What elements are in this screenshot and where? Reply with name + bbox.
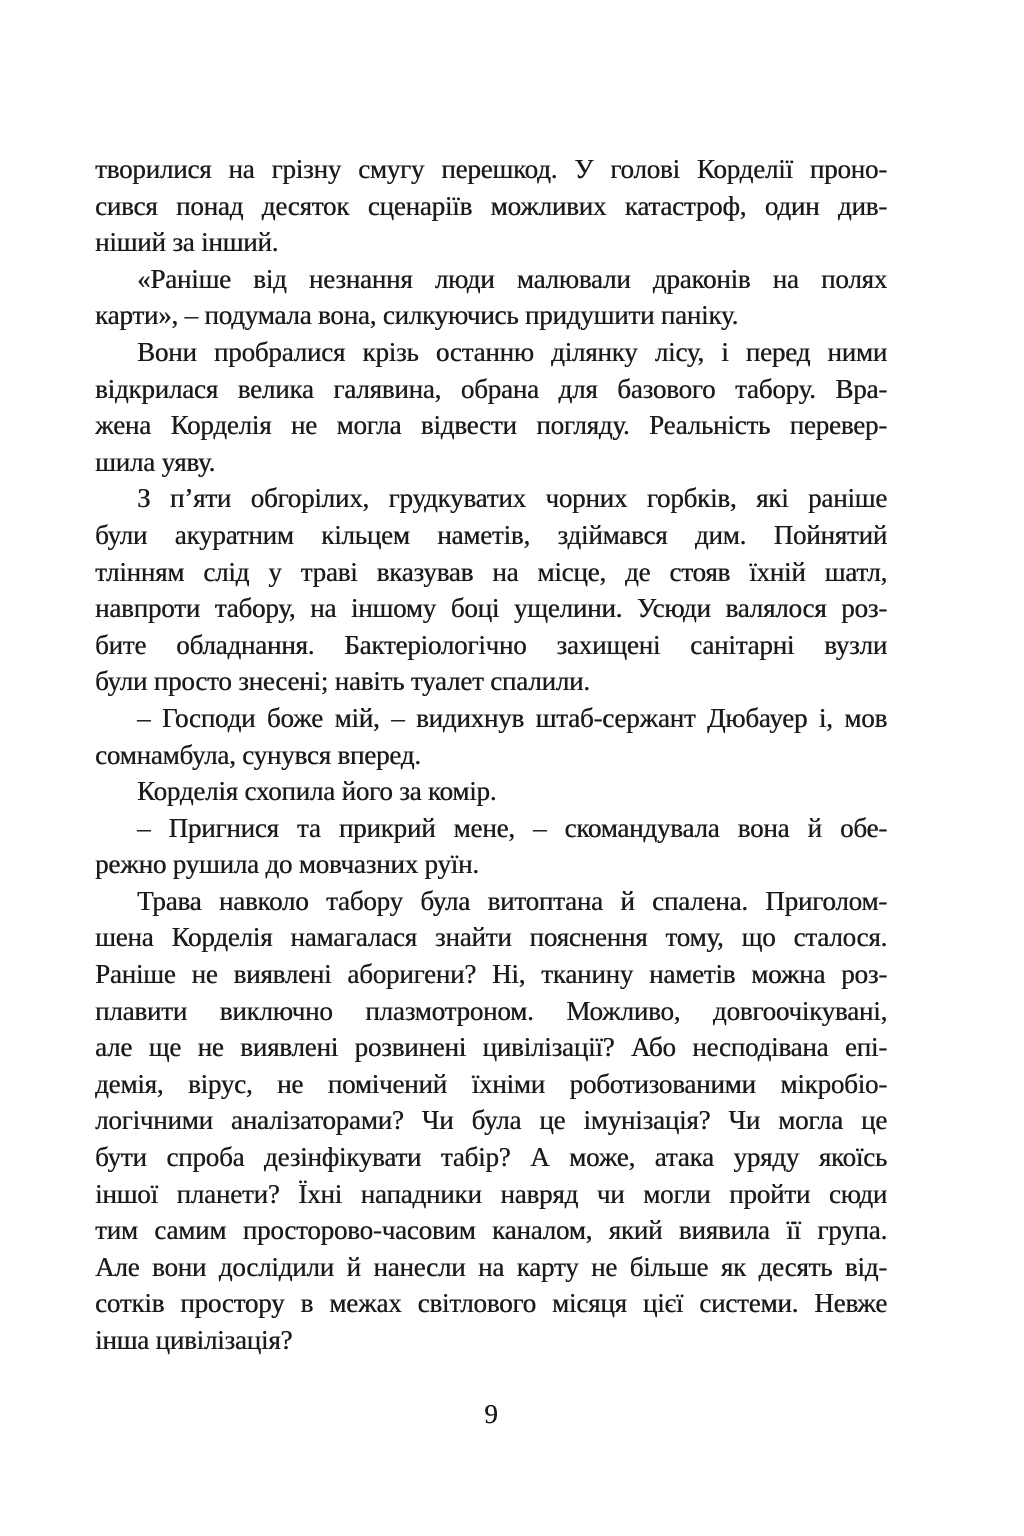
- text-line: логічними аналізаторами? Чи була це імунізація? Чи могла це: [95, 1105, 887, 1136]
- paragraph: [95, 773, 887, 810]
- text-line: З п’яти обгорілих, грудкуватих чорних горбків, які раніше: [137, 483, 887, 514]
- text-line: але ще не виявлені розвинені цивілізації? Або несподівана епі-: [95, 1032, 887, 1063]
- text-line: тим самим просторово-часовим каналом, який виявила її група.: [95, 1215, 887, 1246]
- paragraph: [95, 700, 887, 773]
- paragraph: [95, 810, 887, 883]
- text-line: тлінням слід у траві вказував на місце, де стояв їхній шатл,: [95, 556, 887, 587]
- paragraph: [95, 261, 887, 334]
- text-line: Раніше не виявлені аборигени? Ні, тканину наметів можна роз-: [95, 959, 887, 990]
- text-line: сотків простору в межах світлового місяця цієї системи. Невже: [95, 1288, 887, 1319]
- text-line: – Господи боже мій, – видихнув штаб-сержант Дюбауер і, мов: [137, 702, 887, 733]
- paragraph: [95, 334, 887, 480]
- text-line: режно рушила до мовчазних руїн.: [95, 849, 479, 880]
- text-line: навпроти табору, на іншому боці ущелини. Усюди валялося роз-: [95, 593, 887, 624]
- text-line: іншої планети? Їхні нападники навряд чи могли пройти сюди: [95, 1178, 887, 1209]
- text-line: творилися на грізну смугу перешкод. У голові Корделії проно-: [95, 154, 887, 184]
- text-line: карти», – подумала вона, силкуючись придушити паніку.: [95, 300, 739, 331]
- page-number: 9: [484, 1399, 498, 1429]
- text-line: шена Корделія намагалася знайти пояснення тому, що сталося.: [95, 922, 887, 953]
- paragraph: [95, 883, 887, 1359]
- text-line: Трава навколо табору була витоптана й спалена. Приголом-: [137, 885, 887, 916]
- text-line: сився понад десяток сценаріїв можливих катастроф, один див-: [95, 190, 887, 221]
- text-line: – Пригнися та прикрий мене, – скомандувала вона й обе-: [137, 812, 887, 843]
- text-line: «Раніше від незнання люди малювали драконів на полях: [137, 263, 887, 294]
- paragraph: [95, 480, 887, 700]
- text-line: були акуратним кільцем наметів, здіймався дим. Пойнятий: [95, 519, 887, 550]
- paragraph: [95, 151, 887, 261]
- text-line: жена Корделія не могла відвести погляду. Реальність перевер-: [95, 410, 887, 441]
- text-line: інша цивілізація?: [95, 1325, 293, 1355]
- text-line: бути спроба дезінфікувати табір? А може, атака уряду якоїсь: [95, 1142, 887, 1173]
- text-line: відкрилася велика галявина, обрана для базового табору. Вра-: [95, 373, 887, 404]
- text-line: сомнамбула, сунувся вперед.: [95, 739, 421, 770]
- text-line: Вони пробралися крізь останню ділянку лісу, і перед ними: [137, 336, 887, 367]
- text-block: [95, 151, 887, 1359]
- text-line: бите обладнання. Бактеріологічно захищені санітарні вузли: [95, 629, 887, 660]
- text-line: шила уяву.: [95, 446, 216, 477]
- text-line: Але вони дослідили й нанесли на карту не більше як десять від-: [95, 1251, 887, 1282]
- text-line: демія, вірус, не помічений їхніми роботизованими мікробіо-: [95, 1068, 887, 1099]
- text-line: плавити виключно плазмотроном. Можливо, довгоочікувані,: [95, 995, 887, 1026]
- text-line: були просто знесені; навіть туалет спалили.: [95, 666, 590, 697]
- text-line: Корделія схопила його за комір.: [137, 776, 497, 807]
- text-line: ніший за інший.: [95, 227, 279, 258]
